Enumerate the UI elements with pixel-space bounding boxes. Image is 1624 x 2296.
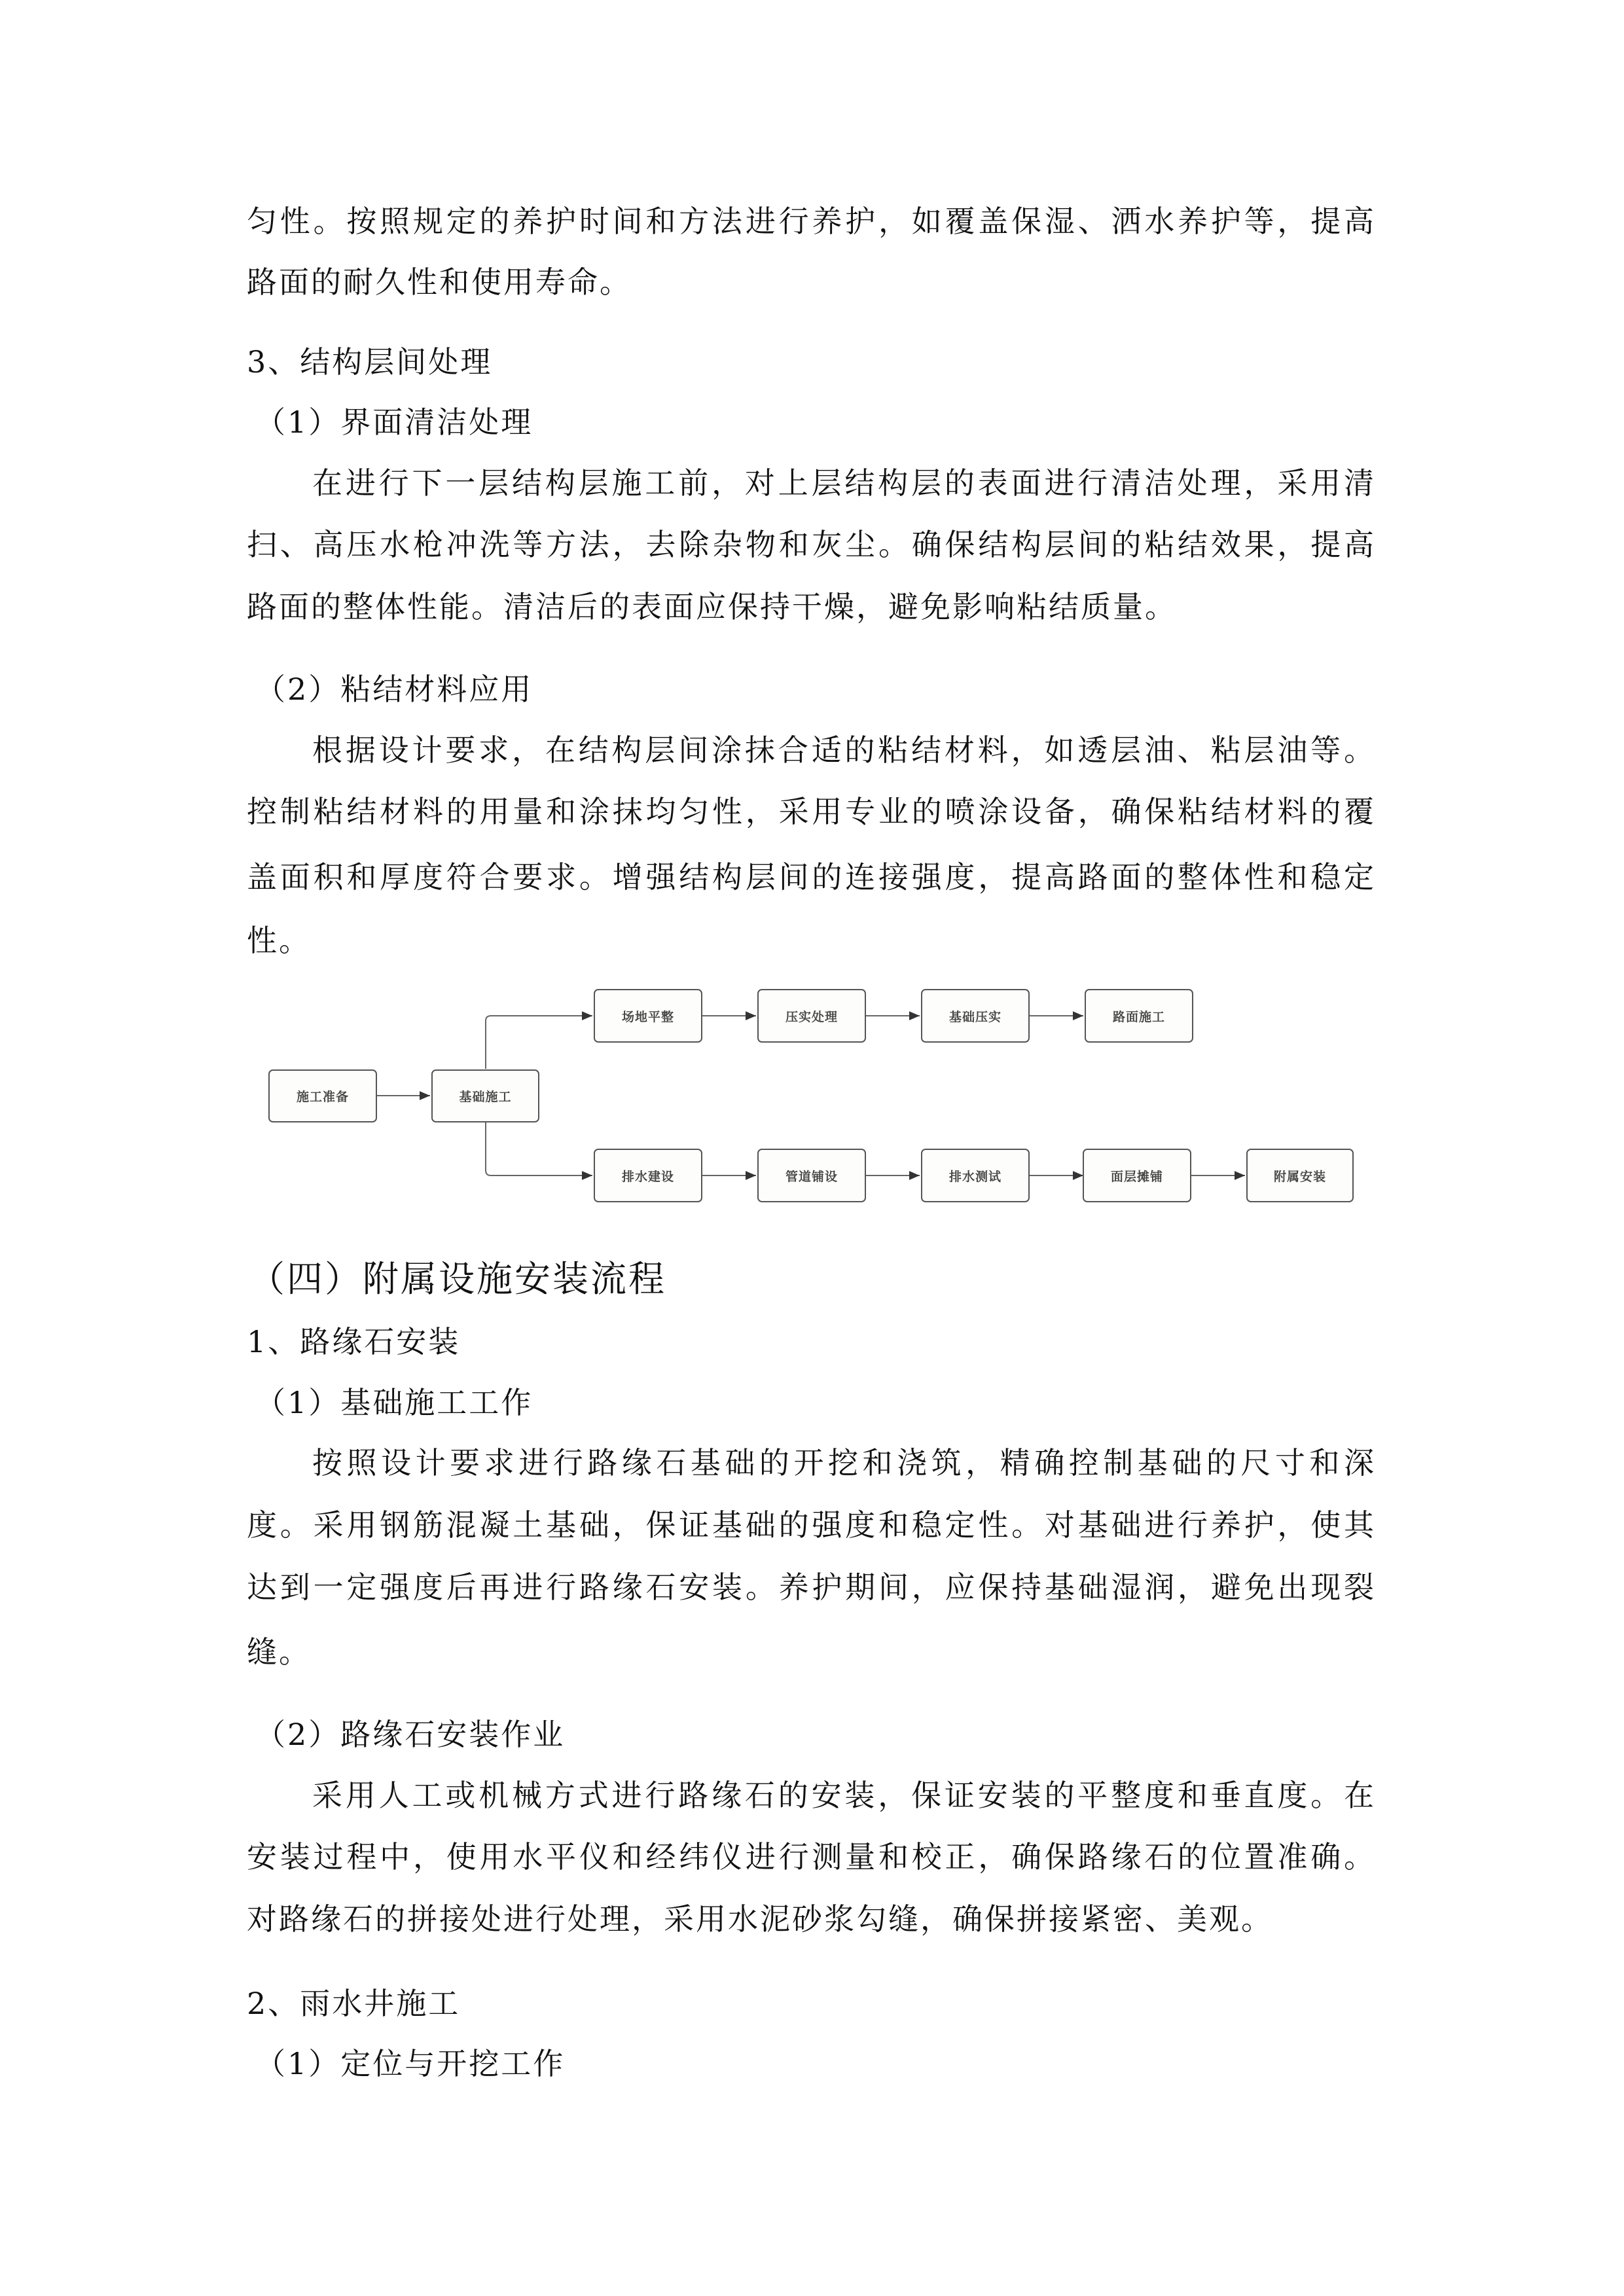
body-text-line: 采用人工或机械方式进行路缘石的安装，保证安装的平整度和垂直度。在 <box>312 1778 1376 1813</box>
flow-node-top: 压实处理 <box>757 989 866 1043</box>
body-text-line: 路面的整体性能。清洁后的表面应保持干燥，避免影响粘结质量。 <box>247 589 1177 624</box>
flow-node-top: 路面施工 <box>1085 989 1193 1043</box>
flow-node-top: 基础压实 <box>921 989 1030 1043</box>
subsection-heading: （1）定位与开挖工作 <box>255 2046 566 2081</box>
flow-node-start: 施工准备 <box>268 1069 377 1122</box>
flow-node-bottom: 面层摊铺 <box>1083 1149 1191 1202</box>
section-heading: 3、结构层间处理 <box>247 344 493 380</box>
section-heading-large: （四）附属设施安装流程 <box>249 1258 667 1300</box>
subsection-heading: （1）界面清洁处理 <box>255 404 533 440</box>
body-text-line: 匀性。按照规定的养护时间和方法进行养护，如覆盖保湿、洒水养护等，提高 <box>247 204 1376 239</box>
body-text-line: 控制粘结材料的用量和涂抹均匀性，采用专业的喷涂设备，确保粘结材料的覆 <box>247 794 1376 829</box>
body-text-line: 安装过程中，使用水平仪和经纬仪进行测量和校正，确保路缘石的位置准确。 <box>247 1839 1376 1874</box>
body-text-line: 达到一定强度后再进行路缘石安装。养护期间，应保持基础湿润，避免出现裂 <box>247 1570 1376 1605</box>
body-text-line: 扫、高压水枪冲洗等方法，去除杂物和灰尘。确保结构层间的粘结效果，提高 <box>247 527 1376 562</box>
subsection-heading: （1）基础施工工作 <box>255 1385 533 1420</box>
body-text-line: 按照设计要求进行路缘石基础的开挖和浇筑，精确控制基础的尺寸和深 <box>312 1445 1376 1480</box>
body-text-line: 根据设计要求，在结构层间涂抹合适的粘结材料，如透层油、粘层油等。 <box>312 732 1376 768</box>
subsection-heading: （2）路缘石安装作业 <box>255 1717 566 1752</box>
body-text-line: 缝。 <box>247 1634 311 1670</box>
body-text-line: 路面的耐久性和使用寿命。 <box>247 264 632 300</box>
body-text-line: 盖面积和厚度符合要求。增强结构层间的连接强度，提高路面的整体性和稳定 <box>247 859 1376 895</box>
body-text-line: 对路缘石的拼接处进行处理，采用水泥砂浆勾缝，确保拼接紧密、美观。 <box>247 1901 1273 1937</box>
flow-node-bottom: 排水建设 <box>594 1149 702 1202</box>
flow-node-top: 场地平整 <box>594 989 702 1043</box>
body-text-line: 性。 <box>247 923 311 958</box>
flow-node-branch: 基础施工 <box>431 1069 539 1122</box>
body-text-line: 在进行下一层结构层施工前，对上层结构层的表面进行清洁处理，采用清 <box>312 465 1376 501</box>
section-heading: 1、路缘石安装 <box>247 1324 461 1359</box>
section-heading: 2、雨水井施工 <box>247 1986 461 2021</box>
flow-node-bottom: 附属安装 <box>1246 1149 1354 1202</box>
body-text-line: 度。采用钢筋混凝土基础，保证基础的强度和稳定性。对基础进行养护，使其 <box>247 1507 1376 1543</box>
flow-node-bottom: 管道铺设 <box>757 1149 866 1202</box>
flow-node-bottom: 排水测试 <box>921 1149 1030 1202</box>
subsection-heading: （2）粘结材料应用 <box>255 672 533 707</box>
